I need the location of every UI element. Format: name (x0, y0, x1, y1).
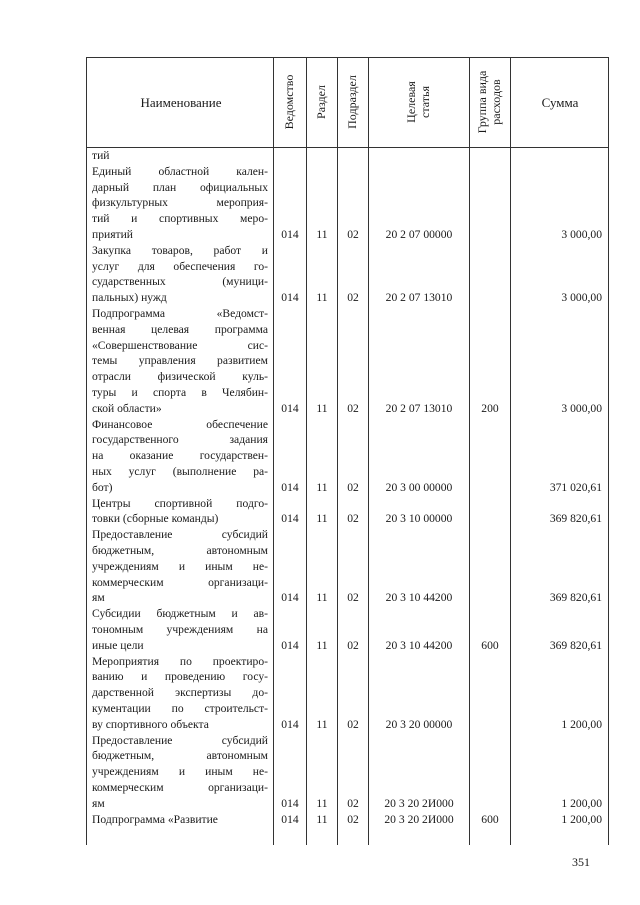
row-razdel: 11 (316, 480, 328, 494)
row-name-line: темы управления развитием (92, 354, 268, 368)
row-name-line: учреждениям и иным не- (92, 559, 268, 573)
table-row (0, 527, 640, 606)
row-vedomstvo: 014 (281, 401, 299, 415)
row-podrazdel: 02 (347, 512, 359, 526)
row-name-line: Подпрограмма «Ведомст- (92, 307, 268, 320)
row-celevaya-statya: 20 3 20 2И000 (384, 812, 454, 826)
row-razdel: 11 (316, 512, 328, 526)
row-name (92, 812, 268, 828)
row-name-line: коммерческим организаци- (92, 780, 268, 794)
header-summa: Сумма (541, 95, 579, 110)
row-summa: 369 820,61 (549, 512, 602, 526)
row-summa: 371 020,61 (549, 480, 602, 494)
row-name-line: физкультурных мероприя- (92, 196, 268, 210)
row-name-line: Подпрограмма «Развитие (92, 812, 218, 826)
row-summa: 3 000,00 (561, 401, 602, 415)
row-name (92, 164, 268, 243)
row-name-line: товки (сборные команды) (92, 512, 219, 526)
row-name-line: коммерческим организаци- (92, 575, 268, 589)
row-podrazdel: 02 (347, 227, 359, 241)
row-name-line: венная целевая программа (92, 322, 268, 336)
row-name-line: Финансовое обеспечение (92, 417, 268, 431)
row-name-line: Закупка товаров, работ и (92, 243, 268, 257)
header-celevaya-line1: Целевая (404, 81, 418, 123)
row-name-line: дарный план официальных (92, 180, 268, 194)
row-summa: 369 820,61 (549, 638, 602, 652)
row-name-line: кументации по строительст- (92, 701, 268, 715)
page-number: 351 (572, 855, 590, 869)
row-name (92, 243, 268, 306)
header-podrazdel: Подраздел (345, 75, 359, 129)
row-name (92, 527, 268, 606)
row-name-line: государственного задания (92, 433, 268, 447)
row-name-line: иные цели (92, 638, 144, 652)
row-name (92, 606, 268, 653)
row-name-line: приятий (92, 227, 134, 241)
row-podrazdel: 02 (347, 480, 359, 494)
row-name (92, 306, 268, 417)
row-name-line: ву спортивного объекта (92, 717, 209, 731)
row-name-line: Предоставление субсидий (92, 528, 268, 542)
header-name: Наименование (140, 95, 222, 110)
row-name-line: учреждениям и иным не- (92, 765, 268, 779)
row-summa: 3 000,00 (561, 227, 602, 241)
row-name-line: тономным учреждениям на (92, 622, 268, 636)
row-name-line: ской области» (92, 401, 162, 415)
row-vedomstvo: 014 (281, 638, 299, 652)
row-celevaya-statya: 20 3 00 00000 (385, 480, 453, 494)
row-celevaya-statya: 20 2 07 13010 (385, 401, 453, 415)
table-row (0, 306, 640, 417)
header-celevaya (404, 57, 432, 147)
row-razdel: 11 (316, 796, 328, 810)
row-vedomstvo: 014 (281, 480, 299, 494)
row-gruppa: 600 (481, 812, 499, 826)
row-razdel: 11 (316, 638, 328, 652)
header-gruppa (475, 57, 503, 147)
table-row (0, 606, 640, 653)
row-name (92, 733, 268, 812)
row-summa: 1 200,00 (561, 812, 602, 826)
header-celevaya-line2: статья (418, 86, 432, 118)
row-name-line: Центры спортивной подго- (92, 496, 268, 510)
table-row (0, 733, 640, 812)
row-celevaya-statya: 20 2 07 13010 (385, 291, 453, 305)
header-gruppa-line1: Группа вида (475, 70, 489, 134)
row-podrazdel: 02 (347, 812, 359, 826)
header-gruppa-line2: расходов (489, 79, 503, 125)
row-razdel: 11 (316, 291, 328, 305)
row-vedomstvo: 014 (281, 291, 299, 305)
row-summa: 369 820,61 (549, 591, 602, 605)
row-name-line: услуг для обеспечения го- (92, 259, 268, 273)
row-celevaya-statya: 20 3 10 44200 (385, 591, 453, 605)
row-celevaya-statya: 20 3 20 00000 (385, 717, 453, 731)
row-name (92, 417, 268, 496)
row-name-line: Мероприятия по проектиро- (92, 654, 268, 668)
row-vedomstvo: 014 (281, 512, 299, 526)
row-name-line: тий (92, 149, 110, 162)
row-celevaya-statya: 20 3 20 2И000 (384, 796, 454, 810)
table-row (0, 243, 640, 306)
header-vedomstvo: Ведомство (282, 74, 296, 130)
table-row (0, 417, 640, 496)
row-vedomstvo: 014 (281, 591, 299, 605)
row-name-line: бот) (92, 480, 113, 494)
row-razdel: 11 (316, 227, 328, 241)
row-name-line: туры и спорта в Челябин- (92, 385, 268, 399)
row-name-line: «Совершенствование сис- (92, 338, 268, 352)
row-name-line: Предоставление субсидий (92, 733, 268, 747)
table-row (0, 496, 640, 528)
row-name-line: бюджетным, автономным (92, 543, 268, 557)
table-row (0, 164, 640, 243)
row-name-line: Субсидии бюджетным и ав- (92, 607, 268, 621)
row-name-line: бюджетным, автономным (92, 749, 268, 763)
table-row (0, 148, 640, 164)
row-razdel: 11 (316, 717, 328, 731)
table-row (0, 812, 640, 828)
row-name-line: сударственных (муници- (92, 275, 268, 289)
row-razdel: 11 (316, 812, 328, 826)
row-name (92, 654, 268, 733)
row-name-line: отрасли физической куль- (92, 370, 268, 384)
row-name-line: тий и спортивных меро- (92, 212, 268, 226)
row-podrazdel: 02 (347, 796, 359, 810)
row-name (92, 148, 268, 164)
row-podrazdel: 02 (347, 291, 359, 305)
row-gruppa: 200 (481, 401, 499, 415)
row-summa: 1 200,00 (561, 796, 602, 810)
row-celevaya-statya: 20 3 10 44200 (385, 638, 453, 652)
row-podrazdel: 02 (347, 717, 359, 731)
row-summa: 1 200,00 (561, 717, 602, 731)
row-name-line: дарственной экспертизы до- (92, 686, 268, 700)
row-vedomstvo: 014 (281, 717, 299, 731)
table-row (0, 654, 640, 733)
row-name-line: ных услуг (выполнение ра- (92, 464, 268, 478)
row-razdel: 11 (316, 401, 328, 415)
row-name-line: ванию и проведению госу- (92, 670, 268, 684)
row-name-line: пальных) нужд (92, 291, 167, 305)
row-summa: 3 000,00 (561, 291, 602, 305)
row-gruppa: 600 (481, 638, 499, 652)
row-name-line: ям (92, 796, 105, 810)
row-podrazdel: 02 (347, 401, 359, 415)
row-name-line: на оказание государствен- (92, 449, 268, 463)
row-podrazdel: 02 (347, 638, 359, 652)
row-celevaya-statya: 20 3 10 00000 (385, 512, 453, 526)
row-celevaya-statya: 20 2 07 00000 (385, 227, 453, 241)
row-vedomstvo: 014 (281, 227, 299, 241)
row-podrazdel: 02 (347, 591, 359, 605)
header-razdel: Раздел (314, 85, 328, 119)
row-vedomstvo: 014 (281, 812, 299, 826)
row-name-line: ям (92, 591, 105, 605)
row-razdel: 11 (316, 591, 328, 605)
row-vedomstvo: 014 (281, 796, 299, 810)
row-name-line: Единый областной кален- (92, 164, 268, 178)
row-name (92, 496, 268, 528)
